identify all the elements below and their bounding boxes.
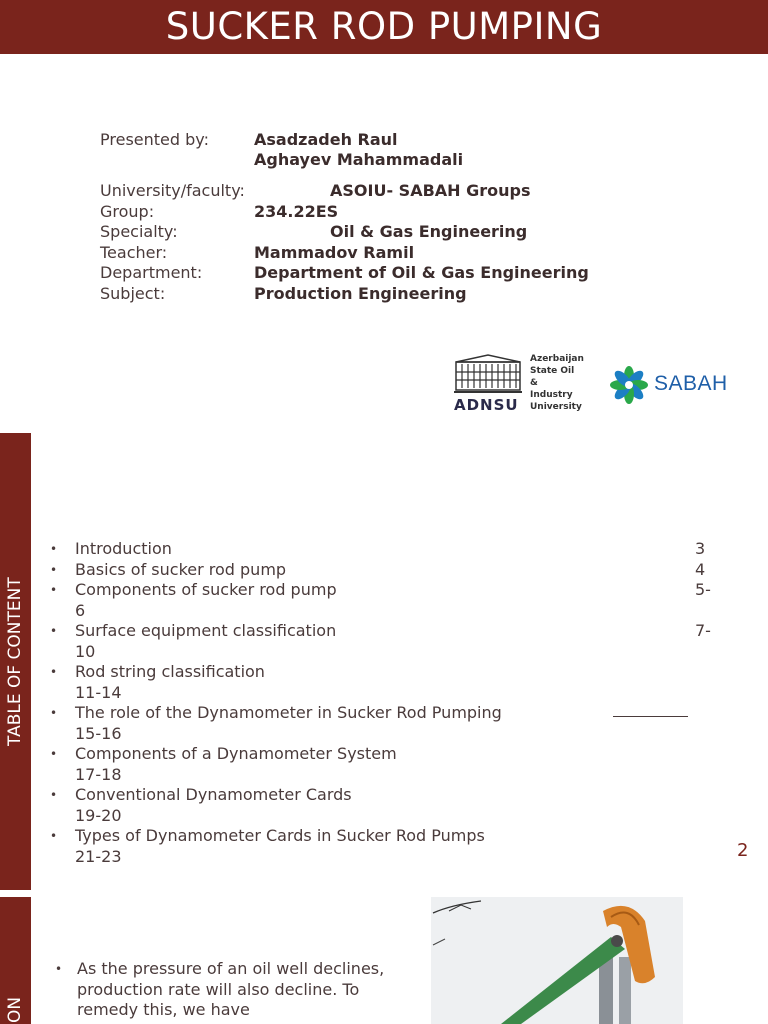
detail-label-group: Group: xyxy=(100,201,155,221)
toc-item xyxy=(50,785,730,826)
adnsu-name-line-2: State Oil xyxy=(530,366,575,376)
adnsu-logo-text: ADNSU xyxy=(454,396,519,414)
adnsu-name-line-1: Azerbaijan xyxy=(530,354,584,364)
sabah-flower-icon xyxy=(610,366,648,404)
toc-item-page: 3 xyxy=(695,539,706,558)
detail-value-specialty: Oil & Gas Engineering xyxy=(330,222,528,241)
sabah-logo-text: SABAH xyxy=(654,372,728,395)
detail-label-university: University/faculty: xyxy=(100,181,245,200)
toc-item-page-cont: 11-14 xyxy=(75,682,122,702)
presented-by-label: Presented by: xyxy=(100,130,209,149)
toc-item xyxy=(50,744,730,785)
toc-item xyxy=(50,826,730,867)
toc-item xyxy=(50,539,730,560)
toc-item-page: 5- xyxy=(695,580,711,599)
detail-label-specialty: Specialty: xyxy=(100,222,178,241)
toc-item-label: Introduction xyxy=(75,539,172,558)
bullet-icon: • xyxy=(50,788,58,802)
bullet-icon: • xyxy=(50,562,58,577)
detail-value-university: ASOIU- SABAH Groups xyxy=(330,181,531,200)
toc-item-label: Components of sucker rod pump xyxy=(75,580,337,599)
detail-value-group: 234.22ES xyxy=(254,201,339,221)
bullet-icon: • xyxy=(50,542,58,556)
intro-side-label: ON xyxy=(5,996,25,1024)
adnsu-logo-name xyxy=(530,353,584,413)
bullet-icon: • xyxy=(50,583,58,597)
bullet-icon: • xyxy=(50,829,58,843)
toc-item xyxy=(50,662,730,703)
toc-item-page-cont: 10 xyxy=(75,641,96,661)
adnsu-building-icon xyxy=(454,354,522,394)
adnsu-name-line-4: Industry xyxy=(530,390,573,400)
adnsu-name-line-3: & xyxy=(530,378,538,388)
toc-item-label: Surface equipment classification xyxy=(75,621,337,640)
presenter-name-2: Aghayev Mahammadali xyxy=(254,150,464,169)
toc-list xyxy=(50,539,730,867)
toc-item-label: Conventional Dynamometer Cards xyxy=(75,785,352,804)
pumpjack-photo xyxy=(431,897,683,1024)
bullet-icon: • xyxy=(55,962,63,976)
logos-row xyxy=(450,350,740,420)
presenters-block xyxy=(100,130,700,172)
toc-item xyxy=(50,703,730,744)
toc-item-label: Types of Dynamometer Cards in Sucker Rod Pumps xyxy=(75,826,485,845)
intro-bullet xyxy=(55,959,385,1021)
toc-item-label: The role of the Dynamometer in Sucker Rod Pumping xyxy=(75,703,502,722)
detail-value-subject: Production Engineering xyxy=(254,283,467,303)
toc-item-page: 7- xyxy=(695,621,711,640)
toc-item xyxy=(50,580,730,621)
toc-item-page-cont: 19-20 xyxy=(75,805,122,825)
toc-item-page: 4 xyxy=(695,559,706,579)
slide-number: 2 xyxy=(737,840,749,861)
toc-item-label: Components of a Dynamometer System xyxy=(75,744,397,763)
bullet-icon: • xyxy=(50,665,58,679)
toc-item-page-cont: 17-18 xyxy=(75,764,122,784)
toc-side-label: TABLE OF CONTENT xyxy=(5,577,25,746)
detail-label-department: Department: xyxy=(100,263,203,282)
toc-dotted-line xyxy=(613,716,688,717)
toc-item-page-cont: 15-16 xyxy=(75,723,122,743)
bullet-icon: • xyxy=(50,706,58,720)
intro-bullet-text: As the pressure of an oil well declines, production rate will also decline. To remedy this, we have xyxy=(77,959,385,1019)
detail-label-subject: Subject: xyxy=(100,283,166,303)
bullet-icon: • xyxy=(50,624,58,638)
toc-item-label: Rod string classification xyxy=(75,662,265,681)
toc-item-page-cont: 6 xyxy=(75,600,86,620)
toc-item xyxy=(50,621,730,662)
detail-label-teacher: Teacher: xyxy=(100,242,168,262)
slide-title: SUCKER ROD PUMPING xyxy=(0,0,768,54)
presenter-name-1: Asadzadeh Raul xyxy=(254,130,398,149)
toc-item-page-cont: 21-23 xyxy=(75,846,122,866)
detail-value-teacher: Mammadov Ramil xyxy=(254,242,415,262)
toc-item xyxy=(50,560,730,581)
toc-item-label: Basics of sucker rod pump xyxy=(75,559,287,579)
details-block xyxy=(100,181,720,305)
bullet-icon: • xyxy=(50,747,58,761)
detail-value-department: Department of Oil & Gas Engineering xyxy=(254,263,589,282)
adnsu-name-line-5: University xyxy=(530,402,582,412)
